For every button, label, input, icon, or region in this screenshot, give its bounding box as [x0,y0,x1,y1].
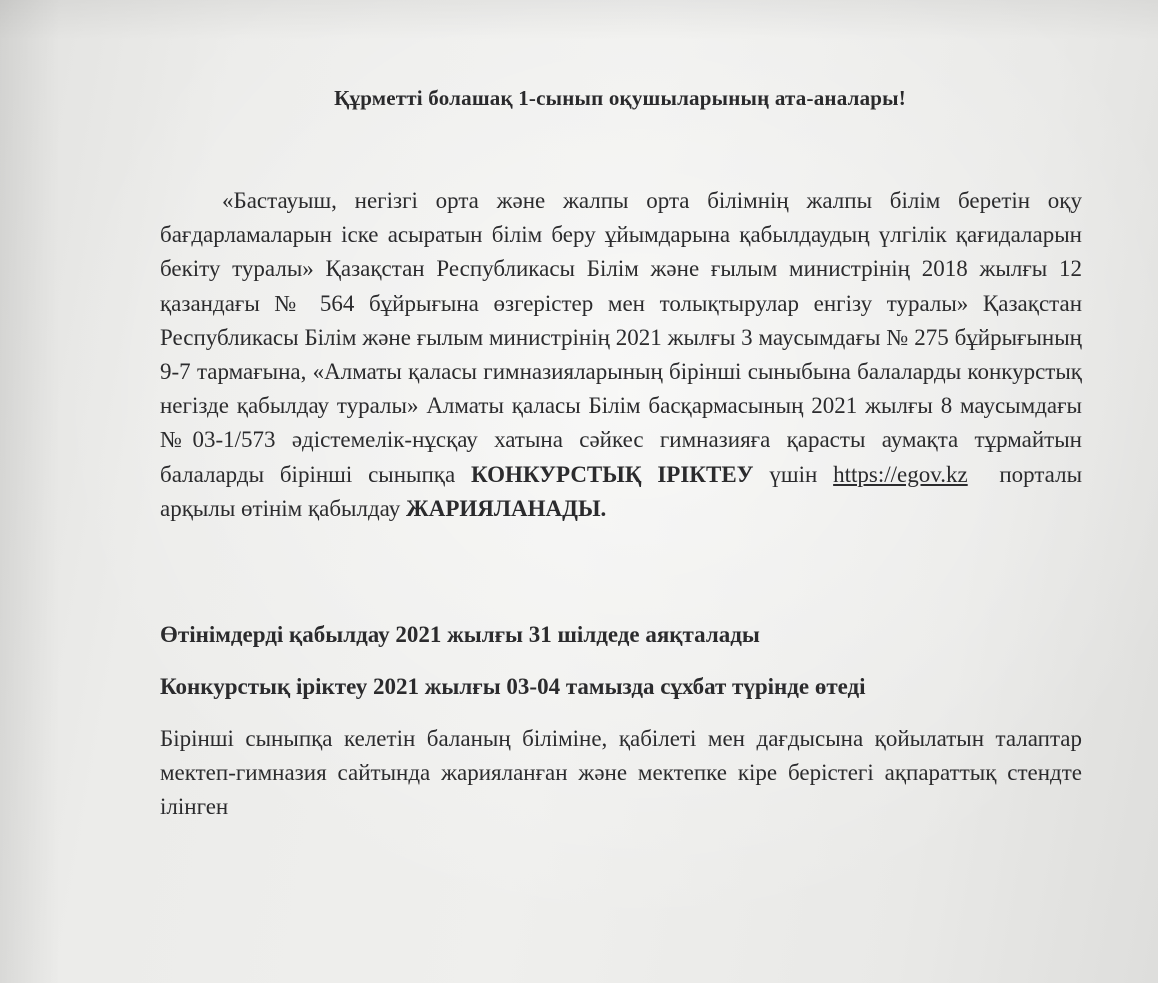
portal-text: порталы арқылы өтінім қабылдау [160,461,1083,521]
main-paragraph-text: «Бастауыш, негізгі орта және жалпы орта білімнің жалпы білім беретін оқу бағдарламаларын іске асыратын білім беру ұйымдарына қабылдаудың үлгілік қағидаларын бекіту туралы» Қазақстан Республикасы Білім және ғылым министрінің 2018 жылғы 12 қазандағы № 564 бұйрығына өзгерістер мен толықтырулар енгізу туралы» Қазақстан Республикасы Білім және ғылым министрінің 2021 жылғы 3 маусымдағы № 275 бұйрығының 9-7 тармағына, «Алматы қаласы гимназияларының бірінші сыныбына балаларды конкурстық негізде қабылдау туралы» Алматы қаласы Білім басқармасының 2021 жылғы 8 маусымдағы №03-1/573 әдістемелік-нұсқау хатына сәйкес гимназияға қарасты аумақта тұрмайтын балаларды бірінші сыныпқа [160,188,1082,487]
announced-emphasis: ЖАРИЯЛАНАДЫ. [405,495,607,521]
requirements-paragraph: Бірінші сыныпқа келетін баланың біліміне, қабілеті мен дағдысына қойылатын талаптар мектеп-гимназия сайтында жарияланған және мектепке кіре берістегі ақпараттық стендте ілінген [160,726,1082,819]
page-shadow-top [0,0,1158,40]
egov-link[interactable]: https://egov.kz [833,461,968,487]
page-shadow-left [0,0,60,983]
interview-line: Конкурстық іріктеу 2021 жылғы 03-04 тамызда сұхбат түрінде өтеді [160,674,866,699]
for-word: үшін [769,461,818,487]
page-title: Құрметті болашақ 1-сынып оқушыларының ата-аналары! [334,86,906,110]
main-paragraph [160,184,1082,526]
deadline-line: Өтінімдерді қабылдау 2021 жылғы 31 шілдеде аяқталады [160,622,760,647]
contest-selection-emphasis: КОНКУРСТЫҚ ІРІКТЕУ [471,461,754,487]
